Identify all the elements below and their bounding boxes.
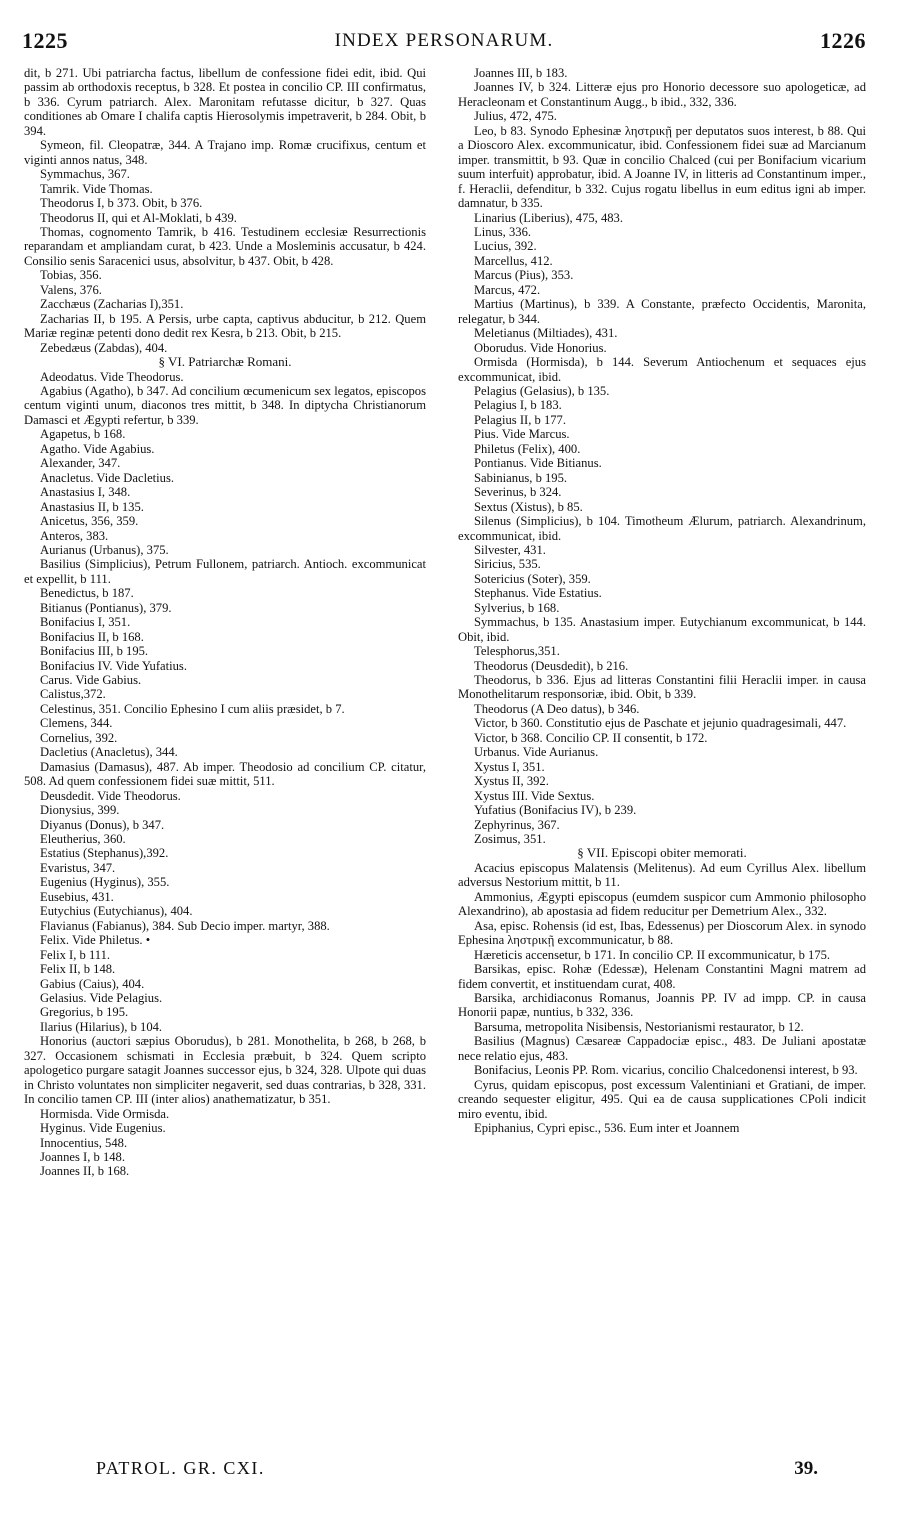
entry: Felix. Vide Philetus. • bbox=[40, 933, 151, 948]
right-column bbox=[458, 66, 866, 1136]
entry: Severinus, b 324. bbox=[474, 485, 562, 500]
entry: Theodorus I, b 373. Obit, b 376. bbox=[40, 196, 203, 211]
entry: Anacletus. Vide Dacletius. bbox=[40, 470, 175, 485]
entry: Sylverius, b 168. bbox=[474, 600, 560, 615]
entry: Bonifacius IV. Vide Yufatius. bbox=[40, 658, 187, 673]
entry: Joannes IV, b 324. Litteræ ejus pro Honorio decessore suo apologeticæ, ad Heracleonam et Constantinum Augg., b ibid., 332, 336. bbox=[458, 80, 866, 109]
section-heading: § VI. Patriarchæ Romani. bbox=[158, 354, 292, 370]
entry: Agapetus, b 168. bbox=[40, 427, 126, 442]
entry: Gabius (Caius), 404. bbox=[40, 976, 145, 991]
entry: Linus, 336. bbox=[474, 224, 532, 239]
entry: Barsikas, episc. Rohæ (Edessæ), Helenam Constantini Magni matrem ad fidem convertit, et instituendam curat, 408. bbox=[458, 962, 866, 991]
entry: Deusdedit. Vide Theodorus. bbox=[40, 788, 181, 803]
page-number-left: 1225 bbox=[22, 28, 68, 53]
entry: Julius, 472, 475. bbox=[474, 109, 557, 124]
page-footer bbox=[96, 1458, 818, 1484]
entry: Yufatius (Bonifacius IV), b 239. bbox=[474, 803, 637, 818]
entry: Clemens, 344. bbox=[40, 716, 113, 731]
entry: Oborudus. Vide Honorius. bbox=[474, 340, 607, 355]
entry: Innocentius, 548. bbox=[40, 1135, 128, 1150]
entry: Leo, b 83. Synodo Ephesinæ ληστρικῇ per deputatos suos interest, b 88. Qui a Dioscoro Alex. excommunicatur, ibid. Confessionem fidei suæ ad Marcianum imper. transmittit, b 93. Quæ in concilio Chalced (cui per Bonifacium vicarium suum interfuit) approbatur, ibid. A Joanne IV, in litteris ad Constantinum imper., f. Heraclii, defenditur, b 332. Cujus rogatu libellus in eum editus igni ab imper. damnatur, b 335. bbox=[458, 123, 866, 211]
entry: Victor, b 360. Constitutio ejus de Paschate et jejunio quadragesimali, 447. bbox=[474, 716, 847, 731]
entry: Cornelius, 392. bbox=[40, 730, 118, 745]
page-header bbox=[22, 28, 866, 58]
entry: Zacharias II, b 195. A Persis, urbe capta, captivus abducitur, b 212. Quem Mariæ reginæ petenti dono dedit rex Kesra, b 213. Obit, b 215. bbox=[24, 311, 426, 341]
entry: Carus. Vide Gabius. bbox=[40, 673, 142, 688]
entry: Thomas, cognomento Tamrik, b 416. Testudinem ecclesiæ Resurrectionis reparandam et ampliandam curat, b 423. Unde a Mosleminis accusatur, b 424. Consilio senis Saracenici usus, absolvitur, b 437. Obit, b 428. bbox=[24, 224, 426, 268]
entry: Pontianus. Vide Bitianus. bbox=[474, 456, 602, 471]
entry: Barsika, archidiaconus Romanus, Joannis PP. IV ad impp. CP. in causa Honorii papæ, nuntius, b 332, 336. bbox=[458, 991, 866, 1020]
entry: Acacius episcopus Malatensis (Melitenus). Ad eum Cyrillus Alex. libellum adversus Nestorium mittit, b 11. bbox=[458, 860, 866, 890]
entry: Eugenius (Hyginus), 355. bbox=[40, 875, 170, 890]
entry: Philetus (Felix), 400. bbox=[474, 441, 581, 456]
section-heading: § VII. Episcopi obiter memorati. bbox=[577, 845, 747, 861]
entry: Benedictus, b 187. bbox=[40, 586, 134, 601]
entry: Ammonius, Ægypti episcopus (eumdem suspicor cum Ammonio philosopho Alexandrino), ab apostasia ad fidem reducitur per Demetrium Alex., 332. bbox=[458, 889, 866, 919]
entry: Tobias, 356. bbox=[40, 268, 102, 283]
entry: Zebedæus (Zabdas), 404. bbox=[40, 340, 168, 355]
entry: Sotericius (Soter), 359. bbox=[474, 571, 591, 586]
entry: Siricius, 535. bbox=[474, 557, 541, 572]
page-title: INDEX PERSONARUM. bbox=[334, 30, 554, 51]
entry: Symmachus, 367. bbox=[40, 167, 130, 182]
entry: Eutychius (Eutychianus), 404. bbox=[40, 904, 193, 919]
entry: Xystus III. Vide Sextus. bbox=[474, 788, 595, 803]
entry: Bonifacius II, b 168. bbox=[40, 629, 144, 644]
entry: Alexander, 347. bbox=[40, 456, 121, 471]
entry: Zacchæus (Zacharias I),351. bbox=[40, 297, 184, 312]
entry: Ormisda (Hormisda), b 144. Severum Antiochenum et sequaces ejus excommunicat, ibid. bbox=[458, 355, 866, 384]
entry: Celestinus, 351. Concilio Ephesino I cum aliis præsidet, b 7. bbox=[40, 701, 345, 716]
entry: Anteros, 383. bbox=[40, 528, 109, 543]
entry: Basilius (Simplicius), Petrum Fullonem, patriarch. Antioch. excommunicat et expellit, b 111. bbox=[24, 557, 426, 586]
entry: Felix II, b 148. bbox=[40, 962, 116, 977]
entry: Dacletius (Anacletus), 344. bbox=[40, 745, 178, 760]
page-number-right: 1226 bbox=[820, 28, 866, 53]
entry: Damasius (Damasus), 487. Ab imper. Theodosio ad concilium CP. citatur, 508. Ad quem confessionem fidei suæ mittit, 511. bbox=[24, 759, 426, 789]
entry: Evaristus, 347. bbox=[40, 860, 116, 875]
entry: Marcus, 472. bbox=[474, 282, 541, 297]
entry: Hormisda. Vide Ormisda. bbox=[40, 1106, 170, 1121]
entry: Felix I, b 111. bbox=[40, 947, 111, 962]
entry: Gregorius, b 195. bbox=[40, 1005, 129, 1020]
entry: Calistus,372. bbox=[40, 687, 106, 702]
entry: Eusebius, 431. bbox=[40, 889, 114, 904]
entry: Theodorus II, qui et Al-Moklati, b 439. bbox=[40, 210, 237, 225]
entry: Anicetus, 356, 359. bbox=[40, 514, 139, 529]
entry: Pius. Vide Marcus. bbox=[474, 427, 570, 442]
entry: Martius (Martinus), b 339. A Constante, præfecto Occidentis, Maronita, relegatur, b 344. bbox=[458, 297, 866, 326]
entry: Pelagius I, b 183. bbox=[474, 398, 562, 413]
entry: Estatius (Stephanus),392. bbox=[40, 846, 169, 861]
entry: Anastasius I, 348. bbox=[40, 485, 131, 500]
entry: Agatho. Vide Agabius. bbox=[40, 441, 155, 456]
entry: Agabius (Agatho), b 347. Ad concilium œcumenicum sex legatos, episcopos centum viginti unum, diaconos tres mittit, b 348. In diptycha Christianorum Damasci et Ægypti refertur, b 339. bbox=[24, 383, 426, 427]
entry: Zephyrinus, 367. bbox=[474, 817, 560, 832]
entry: Urbanus. Vide Aurianus. bbox=[474, 745, 599, 760]
entry: Barsuma, metropolita Nisibensis, Nestorianismi restaurator, b 12. bbox=[474, 1019, 804, 1034]
entry: Marcellus, 412. bbox=[474, 253, 553, 268]
entry: Theodorus (A Deo datus), b 346. bbox=[474, 701, 640, 716]
entry: Lucius, 392. bbox=[474, 239, 537, 254]
entry: Bitianus (Pontianus), 379. bbox=[40, 600, 172, 615]
entry: Aurianus (Urbanus), 375. bbox=[40, 542, 169, 557]
entry: Theodorus, b 336. Ejus ad litteras Constantini filii Heraclii imper. in causa Monothelitarum responsoriæ, ibid. Obit, b 339. bbox=[458, 673, 866, 702]
entry: Silvester, 431. bbox=[474, 542, 546, 557]
entry: Victor, b 368. Concilio CP. II consentit, b 172. bbox=[474, 730, 708, 745]
entry: Pelagius (Gelasius), b 135. bbox=[474, 383, 610, 398]
entry: Tamrik. Vide Thomas. bbox=[40, 181, 153, 196]
entry: Cyrus, quidam episcopus, post excessum Valentiniani et Gratiani, de imper. creando sequester eligitur, 495. Qui ea de causa supplicationes CPoli indicit miro eventu, ibid. bbox=[458, 1077, 866, 1121]
entry: Joannes I, b 148. bbox=[40, 1149, 125, 1164]
entry: Hæreticis accensetur, b 171. In concilio CP. II excommunicatur, b 175. bbox=[474, 947, 831, 962]
entry: Hyginus. Vide Eugenius. bbox=[40, 1121, 166, 1136]
entry: Pelagius II, b 177. bbox=[474, 412, 566, 427]
entry: Linarius (Liberius), 475, 483. bbox=[474, 210, 623, 225]
entry: dit, b 271. Ubi patriarcha factus, libellum de confessione fidei edit, ibid. Qui passim ab orthodoxis receptus, b 328. Et postea in concilio CP. III confirmatus, b 336. Cyrum patriarch. Alex. Maronitam refutasse dicitur, b 327. Quas conditiones ab Omare I chalifa captis Hierosolymis impetraverit, b 284. Obit, b 394. bbox=[24, 66, 426, 138]
entry: Joannes III, b 183. bbox=[474, 66, 568, 80]
entry: Diyanus (Donus), b 347. bbox=[40, 817, 165, 832]
entry: Valens, 376. bbox=[40, 282, 102, 297]
entry: Xystus II, 392. bbox=[474, 774, 549, 789]
footer-sheet-number: 39. bbox=[794, 1458, 818, 1479]
entry: Symeon, fil. Cleopatræ, 344. A Trajano imp. Romæ crucifixus, centum et viginti annos natus, 348. bbox=[24, 138, 426, 167]
entry: Zosimus, 351. bbox=[474, 832, 546, 847]
entry: Stephanus. Vide Estatius. bbox=[474, 586, 602, 601]
entry: Symmachus, b 135. Anastasium imper. Eutychianum excommunicat, b 144. Obit, ibid. bbox=[458, 615, 866, 644]
entry: Sabinianus, b 195. bbox=[474, 470, 568, 485]
entry: Honorius (auctori sæpius Oborudus), b 281. Monothelita, b 268, b 268, b 327. Occasionem schismati in Ecclesia præbuit, b 324. Quem scripto apologetico purgare satagit Joannes successor ejus, b 324, 328. Ulpote qui duas in Christo voluntates non simpliciter negaverit, sed duas contrarias, b 328, 331. In concilio tamen CP. III (inter alios) anathematizatur, b 351. bbox=[24, 1034, 426, 1107]
entry: Anastasius II, b 135. bbox=[40, 499, 144, 514]
entry: Gelasius. Vide Pelagius. bbox=[40, 991, 163, 1005]
entry: Xystus I, 351. bbox=[474, 759, 545, 774]
entry: Silenus (Simplicius), b 104. Timotheum Ælurum, patriarch. Alexandrinum, excommunicat, ibid. bbox=[458, 514, 866, 543]
footer-signature: PATROL. GR. CXI. bbox=[96, 1458, 265, 1478]
entry: Joannes II, b 168. bbox=[40, 1164, 130, 1179]
entry: Basilius (Magnus) Cæsareæ Cappadociæ episc., 483. De Juliani apostatæ nece relatio ejus, 483. bbox=[458, 1034, 866, 1063]
entry: Ilarius (Hilarius), b 104. bbox=[40, 1019, 163, 1034]
entry: Meletianus (Miltiades), 431. bbox=[474, 326, 618, 341]
entry: Telesphorus,351. bbox=[474, 644, 560, 659]
entry: Bonifacius I, 351. bbox=[40, 615, 131, 630]
left-column bbox=[24, 66, 426, 1179]
entry: Dionysius, 399. bbox=[40, 803, 120, 818]
entry: Eleutherius, 360. bbox=[40, 832, 126, 847]
entry: Theodorus (Deusdedit), b 216. bbox=[474, 658, 629, 673]
entry: Bonifacius III, b 195. bbox=[40, 644, 149, 659]
entry: Flavianus (Fabianus), 384. Sub Decio imper. martyr, 388. bbox=[40, 918, 330, 933]
entry: Sextus (Xistus), b 85. bbox=[474, 499, 583, 514]
entry: Bonifacius, Leonis PP. Rom. vicarius, concilio Chalcedonensi interest, b 93. bbox=[474, 1063, 858, 1078]
entry: Asa, episc. Rohensis (id est, Ibas, Edessenus) per Dioscorum Alex. in synodo Ephesina ληστρικῇ excommunicatur, b 88. bbox=[458, 918, 866, 948]
entry: Marcus (Pius), 353. bbox=[474, 268, 574, 283]
entry: Epiphanius, Cypri episc., 536. Eum inter et Joannem bbox=[474, 1121, 740, 1136]
entry: Adeodatus. Vide Theodorus. bbox=[40, 369, 184, 384]
